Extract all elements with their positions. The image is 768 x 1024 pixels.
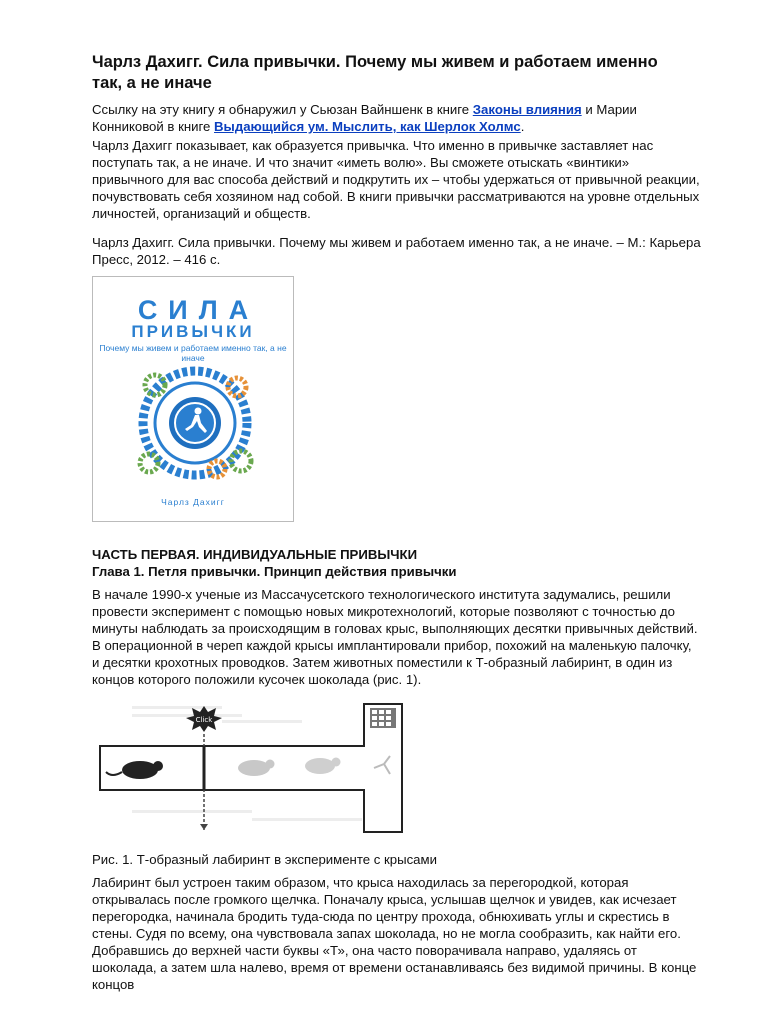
page-title: Чарлз Дахигг. Сила привычки. Почему мы живем и работаем именно так, а не иначе bbox=[92, 53, 658, 92]
body-paragraph-2: Лабиринт был устроен таким образом, что крыса находилась за перегородкой, которая открывалась после громкого щелчка. Поначалу крыса, услышав щелчок и увидев, как исчезает перегородка, начинала бродить туда-сюда по центру прохода, обнюхивать углы и скрестись в стены. Судя по всему, она чувствовала запах шоколада, но не могла сообразить, как найти его. Добравшись до верхней части буквы «Т», она часто поворачивала направо, удаляясь от шоколада, а затем шла налево, время от времени останавливаясь без видимой причины. В конце концов bbox=[92, 875, 697, 992]
link-zakony-vliyaniya[interactable]: Законы влияния bbox=[472, 102, 582, 117]
cover-title-line2: ПРИВЫЧКИ bbox=[131, 322, 255, 341]
cover-title-line1: СИЛА bbox=[137, 295, 260, 325]
intro-paragraph bbox=[92, 101, 702, 135]
intro-middle: и Марии Конниковой в книге bbox=[92, 102, 637, 134]
citation-paragraph: Чарлз Дахигг. Сила привычки. Почему мы живем и работаем именно так, а не иначе. – М.: Карьера Пресс, 2012. – 416 с. bbox=[92, 235, 701, 267]
link-vydayushchiysya-um[interactable]: Выдающийся ум. Мыслить, как Шерлок Холмс bbox=[214, 119, 521, 134]
chapter-heading: Глава 1. Петля привычки. Принцип действия привычки bbox=[92, 564, 457, 579]
intro-suffix: . bbox=[520, 119, 525, 134]
figure-caption: Рис. 1. Т-образный лабиринт в эксперименте с крысами bbox=[92, 852, 437, 867]
t-maze-figure bbox=[92, 698, 452, 838]
part-heading: ЧАСТЬ ПЕРВАЯ. ИНДИВИДУАЛЬНЫЕ ПРИВЫЧКИ bbox=[92, 547, 418, 562]
intro-prefix: Ссылку на эту книгу я обнаружил у Сьюзан Вайншенк в книге bbox=[92, 102, 473, 117]
cover-author: Чарлз Дахигг bbox=[161, 497, 225, 507]
click-label: Click bbox=[195, 716, 213, 724]
gears-illustration bbox=[115, 365, 275, 485]
body-paragraph-1: В начале 1990-х ученые из Массачусетского технологического института задумались, решили провести эксперимент с помощью новых микротехнологий, которые позволяют с точностью до минуты наблюдать за происходящим в головах крыс, выполняющих десятки привычных действий. В операционной в череп каждой крысы имплантировали прибор, похожий на маленькую палочку, и десятки крохотных проводков. Затем животных поместили к Т-образный лабиринт, в один из концов которого положили кусочек шоколада (рис. 1). bbox=[92, 587, 698, 687]
cover-subtitle: Почему мы живем и работаем именно так, а не иначе bbox=[99, 343, 287, 363]
book-cover-image bbox=[92, 276, 294, 522]
summary-paragraph: Чарлз Дахигг показывает, как образуется привычка. Что именно в привычке заставляет нас поступать так, а не иначе. И что значит «иметь волю». Вы сможете отыскать «винтики» привычного для вас способа действий и подкрутить их – чтобы удержаться от привычной реакции, почувствовать себя хозяином над собой. В книги привычки рассматриваются на уровне отдельных личностей, организаций и обществ. bbox=[92, 138, 700, 221]
